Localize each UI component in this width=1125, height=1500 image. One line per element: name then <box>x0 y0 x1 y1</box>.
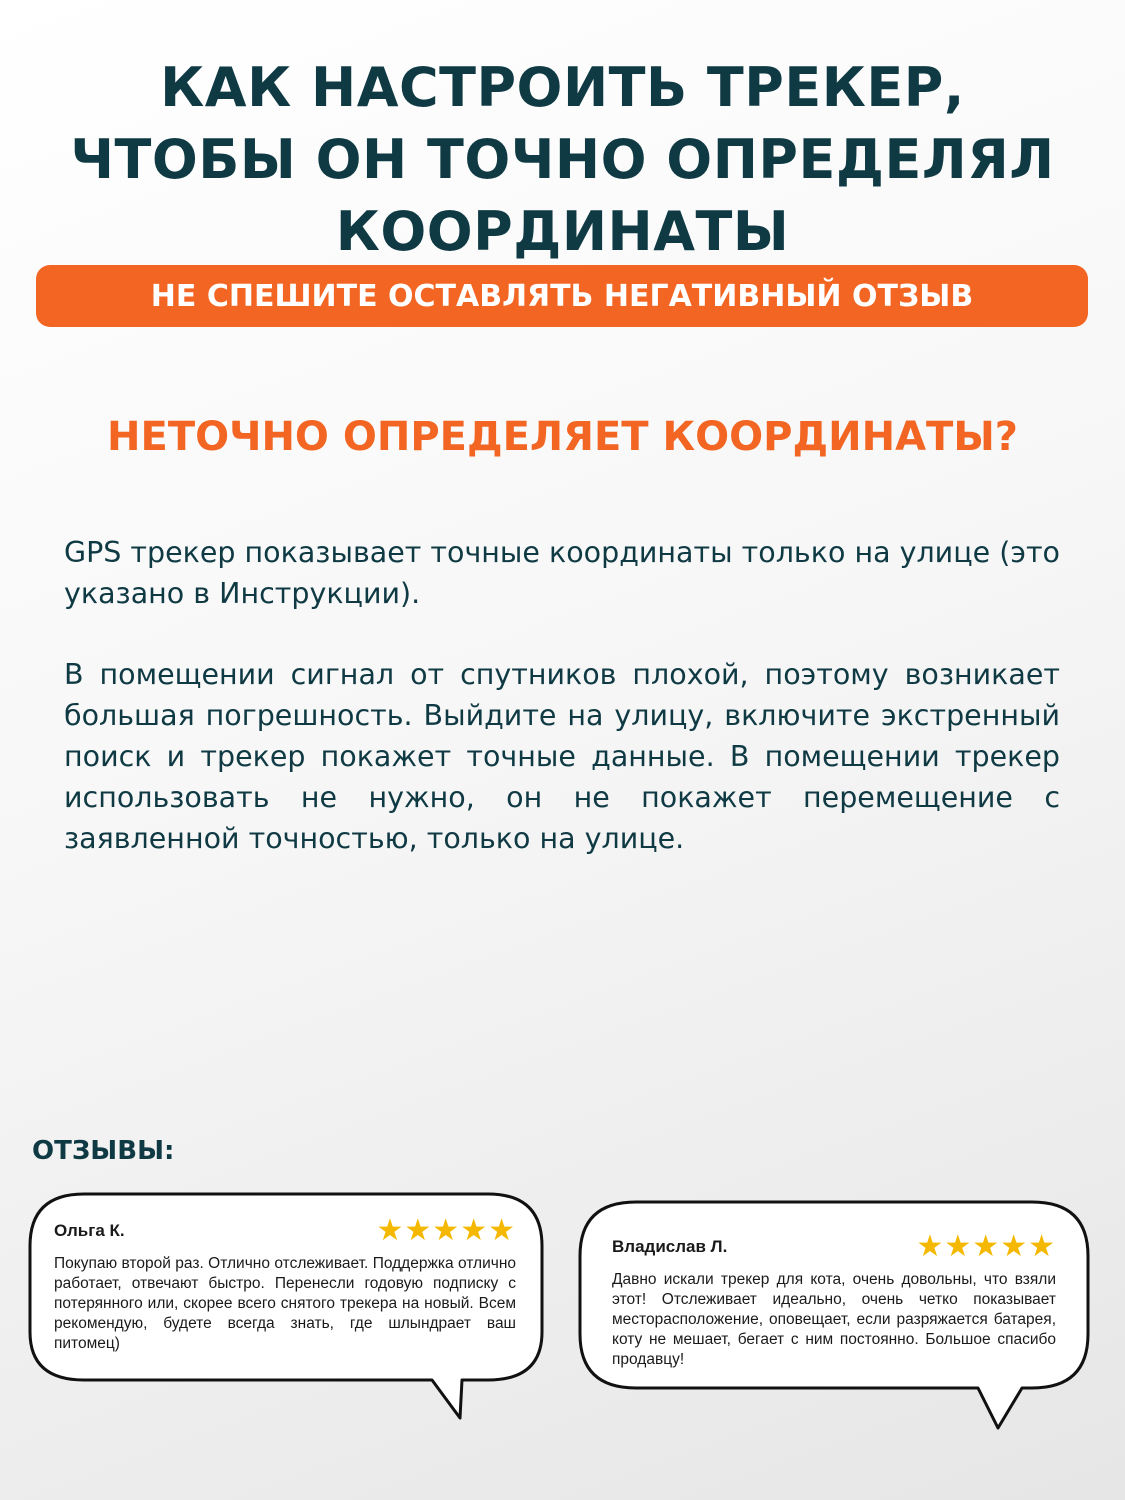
paragraph-indoor-signal: В помещении сигнал от спутников плохой, поэтому возникает большая погрешность. Выйдите на улицу, включите экстренный поиск и трекер покажет точные данные. В помещении трекер использовать не нужно, он не покажет перемещение с заявленной точностью, только на улице. <box>64 658 1060 855</box>
review-text: Давно искали трекер для кота, очень довольны, что взяли этот! Отслеживает идеально, очень четко показывает месторасположение, оповещает, если разряжается батарея, коту не мешает, бегает с ним постоянно. Большое спасибо продавцу! <box>612 1271 1056 1368</box>
review-card <box>24 1190 548 1422</box>
paragraph-gps-outdoor: GPS трекер показывает точные координаты только на улице (это указано в Инструкции). <box>64 536 1060 610</box>
title-line-3: КООРДИНАТЫ <box>335 200 790 263</box>
reviewer-name: Владислав Л. <box>612 1237 728 1256</box>
page-title <box>0 52 1125 268</box>
reviewer-name: Ольга К. <box>54 1221 125 1240</box>
banner-text: НЕ СПЕШИТЕ ОСТАВЛЯТЬ НЕГАТИВНЫЙ ОТЗЫВ <box>150 278 974 314</box>
reviews-heading: ОТЗЫВЫ: <box>32 1136 175 1166</box>
section-question: НЕТОЧНО ОПРЕДЕЛЯЕТ КООРДИНАТЫ? <box>107 414 1018 460</box>
title-line-2: ЧТОБЫ ОН ТОЧНО ОПРЕДЕЛЯЛ <box>70 128 1055 191</box>
rating-stars-icon: ★★★★★ <box>916 1230 1056 1263</box>
title-line-1: КАК НАСТРОИТЬ ТРЕКЕР, <box>160 56 965 119</box>
rating-stars-icon: ★★★★★ <box>376 1214 516 1247</box>
review-text: Покупаю второй раз. Отлично отслеживает. Поддержка отлично работает, отвечают быстро. Перенесли годовую подписку с потерянного или, скорее всего снятого трекера на новый. Всем рекомендую, будете всегда знать, где шлындрает ваш питомец) <box>54 1255 516 1352</box>
review-card <box>574 1198 1094 1434</box>
warning-banner <box>36 265 1088 327</box>
